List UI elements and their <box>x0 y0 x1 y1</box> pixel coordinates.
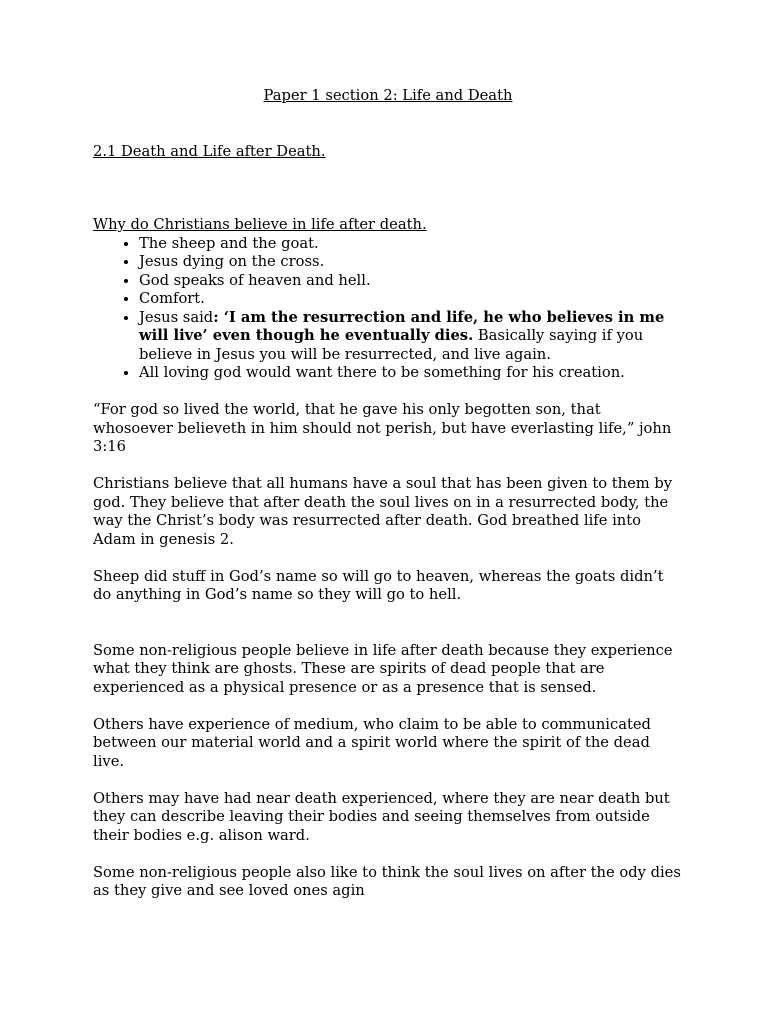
question-heading: Why do Christians believe in life after death. <box>93 216 427 233</box>
bible-quote-bold: : ‘I am the resurrection and life, he who believes in me will live’ even though he eventually dies. <box>139 308 665 344</box>
ghosts-paragraph: Some non-religious people believe in life after death because they experience what they think are ghosts. These are spirits of dead people that are experienced as a physical presence or as a presence that is sensed. <box>93 641 673 696</box>
list-item: • Jesus dying on the cross. <box>139 253 683 272</box>
soul-paragraph: Some non-religious people also like to think the soul lives on after the ody dies as they give and see loved ones agin <box>93 863 681 899</box>
section-heading: 2.1 Death and Life after Death. <box>93 142 326 160</box>
sheep-goats-paragraph: Sheep did stuff in God’s name so will go to heaven, whereas the goats didn’t do anything in God’s name so they will go to hell. <box>93 567 664 603</box>
document-body <box>93 87 683 901</box>
quote-list-item <box>139 309 683 365</box>
reasons-list <box>93 235 683 383</box>
list-item: • Comfort. <box>139 290 683 309</box>
christian-belief-paragraph: Christians believe that all humans have a soul that has been given to them by god. They believe that after death the soul lives on in a resurrected body, the way the Christ’s body was resurrected after death. God breathed life into Adam in genesis 2. <box>93 475 673 548</box>
list-item: • The sheep and the goat. <box>139 235 683 254</box>
quote-explanation: Basically saying if you believe in Jesus you will be resurrected, and live again. <box>139 327 644 363</box>
john-quote-paragraph: “For god so lived the world, that he gave his only begotten son, that whosoever believeth in him should not perish, but have everlasting life,” john 3:16 <box>93 401 672 455</box>
list-item: • God speaks of heaven and hell. <box>139 272 683 291</box>
quote-prefix: Jesus said <box>139 308 214 326</box>
list-item: • All loving god would want there to be something for his creation. <box>139 364 683 383</box>
near-death-paragraph: Others may have had near death experienced, where they are near death but they can describe leaving their bodies and seeing themselves from outside their bodies e.g. alison ward. <box>93 789 670 844</box>
medium-paragraph: Others have experience of medium, who claim to be able to communicated between our material world and a spirit world where the spirit of the dead live. <box>93 715 651 770</box>
document-title: Paper 1 section 2: Life and Death <box>263 87 513 104</box>
